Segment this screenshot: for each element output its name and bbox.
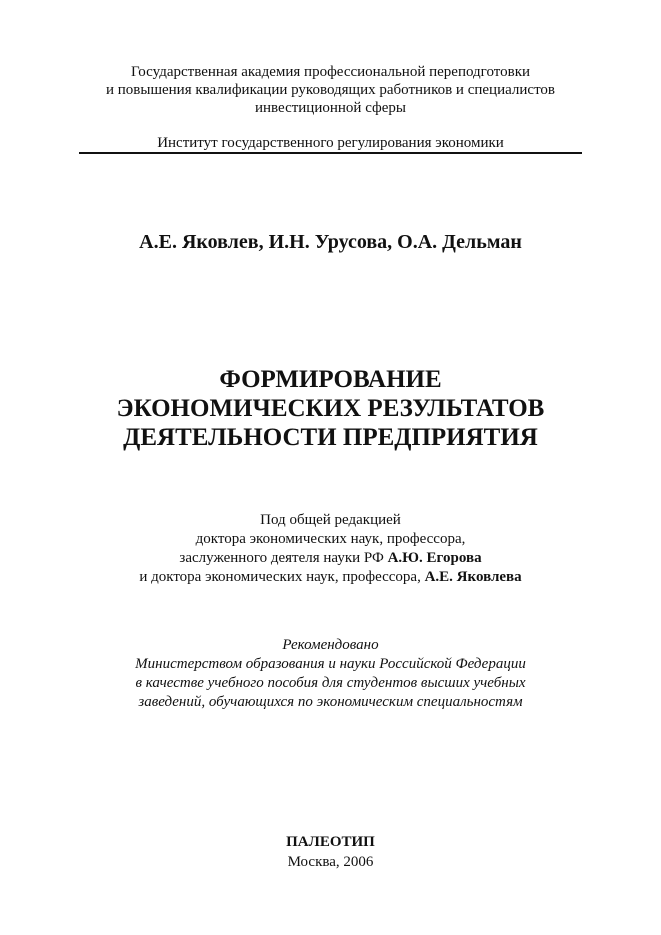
institution-line: инвестиционной сферы <box>254 100 406 116</box>
editors-note <box>0 511 661 587</box>
institution-line: и повышения квалификации руководящих работников и специалистов <box>105 82 556 98</box>
title-line: ФОРМИРОВАНИЕ <box>219 366 442 393</box>
editors-line <box>0 568 661 587</box>
book-title <box>0 365 661 452</box>
editor-name: А.Е. Яковлева <box>424 569 522 585</box>
recommendation-note <box>0 636 661 712</box>
editor-name: А.Ю. Егорова <box>387 550 482 566</box>
editors-text: заслуженного деятеля науки РФ <box>179 550 388 566</box>
authors: А.Е. Яковлев, И.Н. Урусова, О.А. Дельман <box>139 231 522 253</box>
institute-name: Институт государственного регулирования экономики <box>157 135 504 151</box>
editors-line: доктора экономических наук, профессора, <box>195 531 466 547</box>
title-line: ДЕЯТЕЛЬНОСТИ ПРЕДПРИЯТИЯ <box>123 424 538 451</box>
institution-name <box>0 63 661 117</box>
title-line: ЭКОНОМИЧЕСКИХ РЕЗУЛЬТАТОВ <box>116 395 545 422</box>
city-year: Москва, 2006 <box>287 854 374 870</box>
header-divider <box>79 152 582 154</box>
recommendation-line: Министерством образования и науки Российской Федерации <box>135 656 526 672</box>
recommendation-line: в качестве учебного пособия для студентов высших учебных <box>135 675 526 691</box>
institution-line: Государственная академия профессиональной переподготовки <box>130 64 531 80</box>
editors-text: и доктора экономических наук, профессора, <box>139 569 425 585</box>
recommendation-line: Рекомендовано <box>282 637 379 653</box>
editors-line <box>0 549 661 568</box>
editors-line: Под общей редакцией <box>260 512 401 528</box>
publisher-name: ПАЛЕОТИП <box>286 834 375 850</box>
recommendation-line: заведений, обучающихся по экономическим специальностям <box>138 694 523 710</box>
